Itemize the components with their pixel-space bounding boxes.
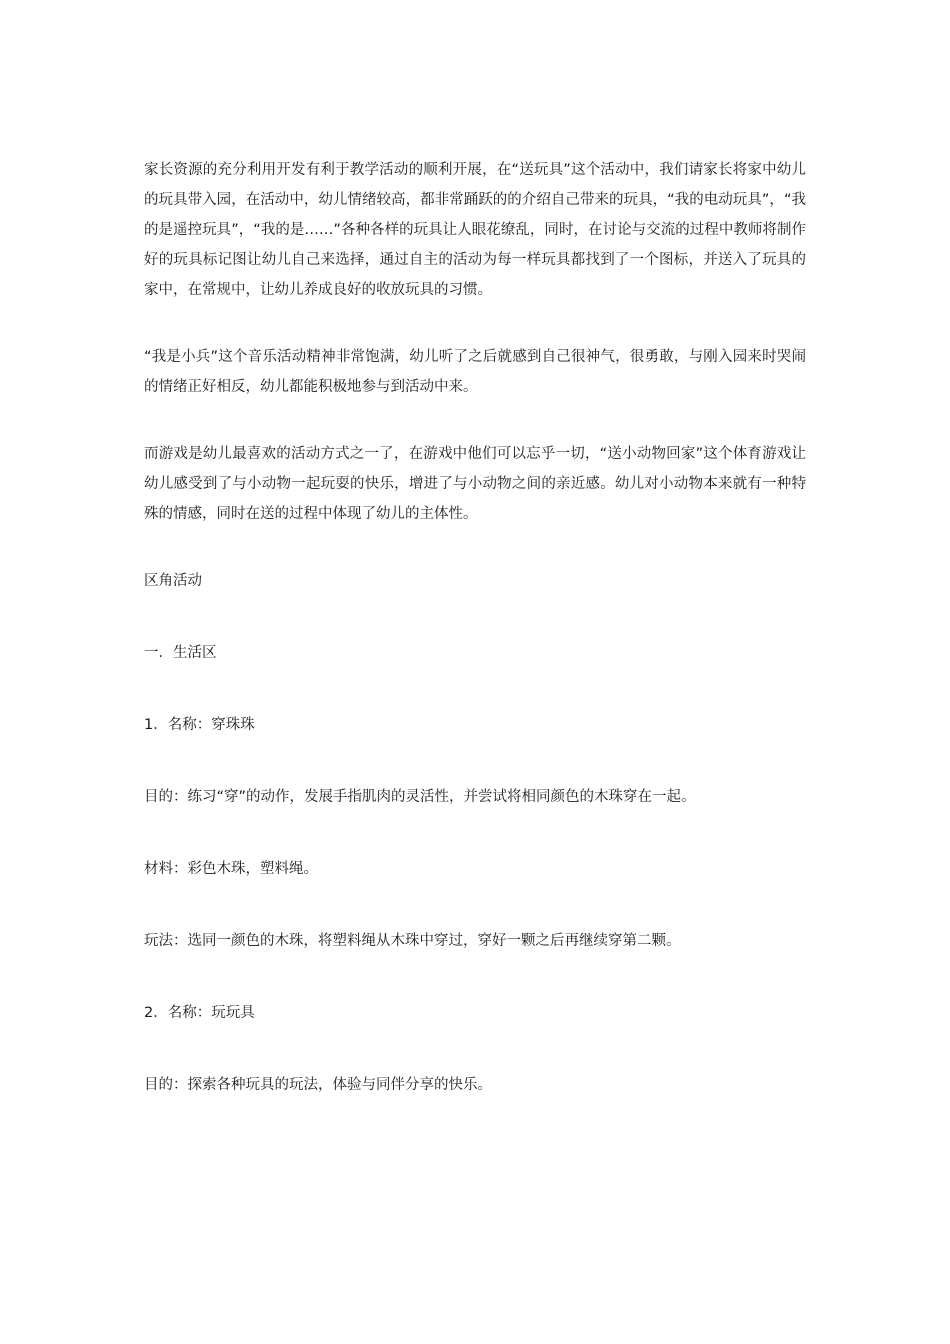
paragraph-toys: 家长资源的充分利用开发有利于教学活动的顺利开展，在“送玩具”这个活动中，我们请家长将家中幼儿的玩具带入园，在活动中，幼儿情绪较高，都非常踊跃的的介绍自己带来的玩具，“我的电动玩具”，“我的是遥控玩具”，“我的是……”各种各样的玩具让人眼花缭乱，同时，在讨论与交流的过程中教师将制作好的玩具标记图让幼儿自己来选择，通过自主的活动为每一样玩具都找到了一个图标，并送入了玩具的家中，在常规中，让幼儿养成良好的收放玩具的习惯。: [144, 162, 806, 298]
item2-name: 2．名称：玩玩具: [144, 1005, 255, 1021]
subsection-title: 一．生活区: [144, 645, 217, 661]
item1-goal: 目的：练习“穿”的动作，发展手指肌肉的灵活性，并尝试将相同颜色的木珠穿在一起。: [144, 789, 696, 805]
item2-goal: 目的：探索各种玩具的玩法，体验与同伴分享的快乐。: [144, 1077, 492, 1093]
section-title: 区角活动: [144, 573, 202, 589]
item1-material: 材料：彩色木珠，塑料绳。: [144, 861, 318, 877]
document-body: [144, 155, 806, 1142]
paragraph-music: “我是小兵”这个音乐活动精神非常饱满，幼儿听了之后就感到自己很神气，很勇敢，与刚入园来时哭闹的情绪正好相反，幼儿都能积极地参与到活动中来。: [144, 349, 806, 395]
item1-name: 1．名称：穿珠珠: [144, 717, 255, 733]
item1-method: 玩法：选同一颜色的木珠，将塑料绳从木珠中穿过，穿好一颗之后再继续穿第二颗。: [144, 933, 681, 949]
paragraph-games: 而游戏是幼儿最喜欢的活动方式之一了，在游戏中他们可以忘乎一切，“送小动物回家”这个体育游戏让幼儿感受到了与小动物一起玩耍的快乐，增进了与小动物之间的亲近感。幼儿对小动物本来就有一种特殊的情感，同时在送的过程中体现了幼儿的主体性。: [144, 446, 806, 522]
